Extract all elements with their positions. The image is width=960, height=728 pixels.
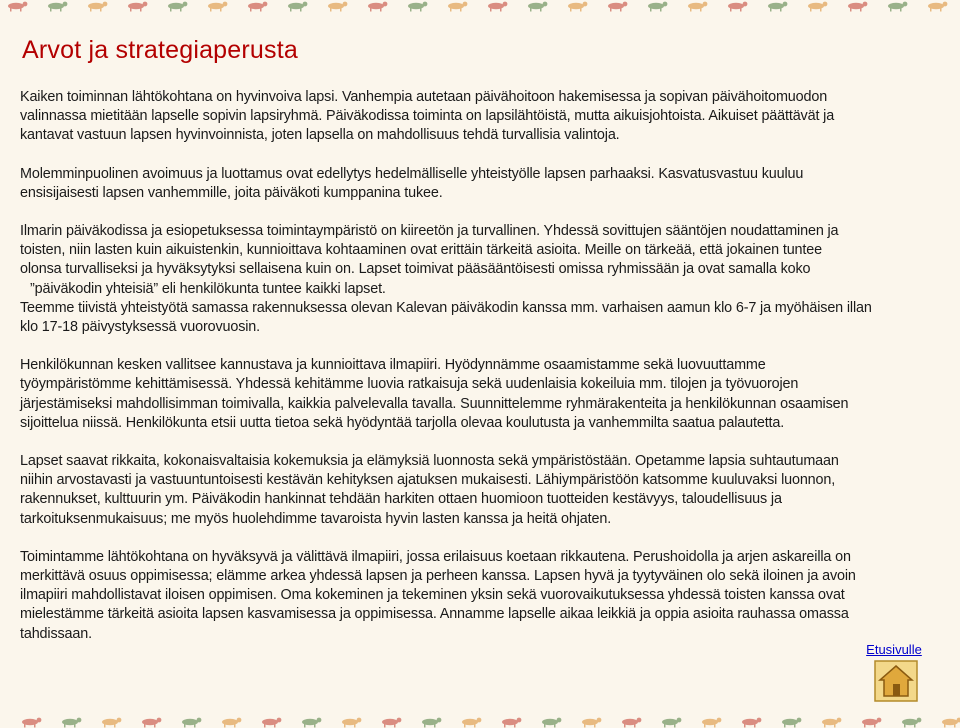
- border-animal-icon: [382, 718, 401, 728]
- text-line: tahdissaan.: [20, 625, 92, 642]
- text-line: mielestämme tärkeitä asioita lapsen kasvamisessa ja oppimisessa. Annamme lapselle aikaa leikkiä ja oppia asioita rauhassa omassa: [20, 606, 849, 623]
- border-animal-icon: [648, 2, 667, 12]
- border-animal-icon: [888, 2, 907, 12]
- paragraph-atmosphere: [20, 548, 920, 644]
- border-animal-icon: [728, 2, 747, 12]
- border-animal-icon: [942, 718, 960, 728]
- text-line: kantavat vastuun lapsen hyvinvoinnista, joten lapsella on mahdollisuus tehdä turvallisia valintoja.: [20, 127, 620, 144]
- border-animal-icon: [168, 2, 187, 12]
- text-line: ilmapiiri mahdollistavat iloisen oppimisen. Oma kokeminen ja tekeminen yksin sekä vuorovaikutuksessa yhdessä toisten kanssa ovat: [20, 587, 845, 604]
- border-animal-icon: [208, 2, 227, 12]
- text-line: toisten, niin lasten kuin aikuistenkin, kunnioittava kohtaaminen ovat erittäin tärkeitä asioita. Meille on tärkeää, että jokainen tuntee: [20, 242, 822, 259]
- border-animal-icon: [22, 718, 41, 728]
- text-line: Kaiken toiminnan lähtökohtana on hyvinvoiva lapsi. Vanhempia autetaan päivähoitoon hakemisessa ja sopivan päivähoitomuodon: [20, 89, 828, 105]
- decorative-border-top: [0, 0, 960, 12]
- border-animal-icon: [742, 718, 761, 728]
- border-animal-icon: [248, 2, 267, 12]
- border-animal-icon: [182, 718, 201, 728]
- text-line: järjestämiseksi mahdollisimman toimivalla, kaikkia palvelevalla tavalla. Suunnittelemme ryhmärakenteita ja henkilökunnan osaamisen: [20, 395, 849, 412]
- border-animal-icon: [862, 718, 881, 728]
- border-animal-icon: [782, 718, 801, 728]
- border-animal-icon: [488, 2, 507, 12]
- border-animal-icon: [408, 2, 427, 12]
- border-animal-icon: [822, 718, 841, 728]
- text-line: niihin arvostavasti ja vastuuntuntoisesti kestävän kehityksen ajatuksen mukaisesti. Lähiympäristöön katsomme kuuluvaksi luonnon,: [20, 472, 836, 489]
- border-animal-icon: [622, 718, 641, 728]
- border-animal-icon: [342, 718, 361, 728]
- home-link[interactable]: [862, 642, 930, 708]
- text-line: Henkilökunnan kesken vallitsee kannustava ja kunnioittava ilmapiiri. Hyödynnämme osaamistamme sekä luovuuttamme: [20, 357, 766, 374]
- border-animal-icon: [62, 718, 81, 728]
- text-line: klo 17-18 päivystyksessä vuorovuosin.: [20, 319, 261, 336]
- house-icon: [874, 660, 918, 702]
- text-line: Teemme tiivistä yhteistyötä samassa rakennuksessa olevan Kalevan päiväkodin kanssa mm. varhaisen aamun klo 6-7 ja myöhäisen illan: [20, 299, 872, 316]
- text-line: ensisijaisesti lapsen vanhemmille, joita päiväkoti kumppanina tukee.: [20, 184, 443, 201]
- border-animal-icon: [142, 718, 161, 728]
- paragraph-trust: [20, 165, 920, 203]
- border-animal-icon: [328, 2, 347, 12]
- border-animal-icon: [688, 2, 707, 12]
- decorative-border-bottom: [0, 716, 960, 728]
- home-link-label: Etusivulle: [866, 642, 922, 657]
- text-line: olonsa turvalliseksi ja hyväksytyksi sellaisena kuin on. Lapset toimivat pääsääntöisesti omissa ryhmissään ja ovat samalla koko: [20, 261, 811, 278]
- border-animal-icon: [262, 718, 281, 728]
- border-animal-icon: [582, 718, 601, 728]
- main-content: [20, 88, 920, 644]
- page-title: Arvot ja strategiaperusta: [22, 36, 298, 64]
- text-line: työympäristömme kehittämisessä. Yhdessä kehitämme luovia ratkaisuja sekä uudenlaisia kokeiluia mm. tilojen ja työvuorojen: [20, 376, 799, 393]
- text-line: merkittävä osuus oppimisessa; elämme arkea yhdessä lapsen ja perheen kanssa. Lapsen hyvä ja tyytyväinen olo sekä iloinen ja avoin: [20, 568, 856, 585]
- border-animal-icon: [528, 2, 547, 12]
- border-animal-icon: [222, 718, 241, 728]
- border-animal-icon: [848, 2, 867, 12]
- border-animal-icon: [928, 2, 947, 12]
- border-animal-icon: [542, 718, 561, 728]
- border-animal-icon: [368, 2, 387, 12]
- border-animal-icon: [568, 2, 587, 12]
- text-line: valinnassa mietitään lapselle sopivin lapsiryhmä. Päiväkodissa toiminta on lapsilähtöistä, mutta aikuisjohtoista. Aikuiset päättävät ja: [20, 108, 835, 125]
- animal-pattern-bottom: [0, 716, 960, 728]
- animal-pattern-top: [0, 0, 960, 12]
- border-animal-icon: [422, 718, 441, 728]
- border-animal-icon: [102, 718, 121, 728]
- paragraph-environment: [20, 222, 920, 337]
- border-animal-icon: [128, 2, 147, 12]
- paragraph-staff: [20, 356, 920, 433]
- text-line: Lapset saavat rikkaita, kokonaisvaltaisia kokemuksia ja elämyksiä luonnosta sekä ympäristöstään. Opetamme lapsia suhtautumaan: [20, 453, 839, 470]
- text-line: ”päiväkodin yhteisiä” eli henkilökunta tuntee kaikki lapset.: [30, 280, 386, 297]
- border-animal-icon: [902, 718, 921, 728]
- text-line: rakennukset, kulttuurin ym. Päiväkodin hankinnat tehdään harkiten ottaen huomioon tuotteiden kestävyys, taloudellisuus ja: [20, 491, 782, 508]
- border-animal-icon: [502, 718, 521, 728]
- border-animal-icon: [608, 2, 627, 12]
- border-animal-icon: [302, 718, 321, 728]
- border-animal-icon: [808, 2, 827, 12]
- text-line: tarkoituksenmukaisuus; me myös huolehdimme tavaroista hyvin lasten kanssa ja heitä ohjaten.: [20, 510, 612, 527]
- text-line: Toimintamme lähtökohtana on hyväksyvä ja välittävä ilmapiiri, jossa erilaisuus koetaan rikkautena. Perushoidolla ja arjen askareilla on: [20, 548, 851, 565]
- border-animal-icon: [8, 2, 27, 12]
- text-line: Molemminpuolinen avoimuus ja luottamus ovat edellytys hedelmälliselle yhteistyölle lapsen parhaaksi. Kasvatusvastuu kuuluu: [20, 165, 804, 182]
- text-line: Ilmarin päiväkodissa ja esiopetuksessa toimintaympäristö on kiireetön ja turvallinen. Yhdessä sovittujen sääntöjen noudattaminen ja: [20, 223, 839, 240]
- text-line: sijoittelua niissä. Henkilökunta etsii uutta tietoa sekä hyödyntää tarjolla olevaa koulutusta ja vanhemmilta saatua palautetta.: [20, 414, 785, 431]
- border-animal-icon: [88, 2, 107, 12]
- border-animal-icon: [462, 718, 481, 728]
- paragraph-nature: [20, 452, 920, 529]
- border-animal-icon: [448, 2, 467, 12]
- border-animal-icon: [662, 718, 681, 728]
- border-animal-icon: [768, 2, 787, 12]
- border-animal-icon: [702, 718, 721, 728]
- border-animal-icon: [288, 2, 307, 12]
- paragraph-wellbeing: [20, 88, 920, 146]
- border-animal-icon: [48, 2, 67, 12]
